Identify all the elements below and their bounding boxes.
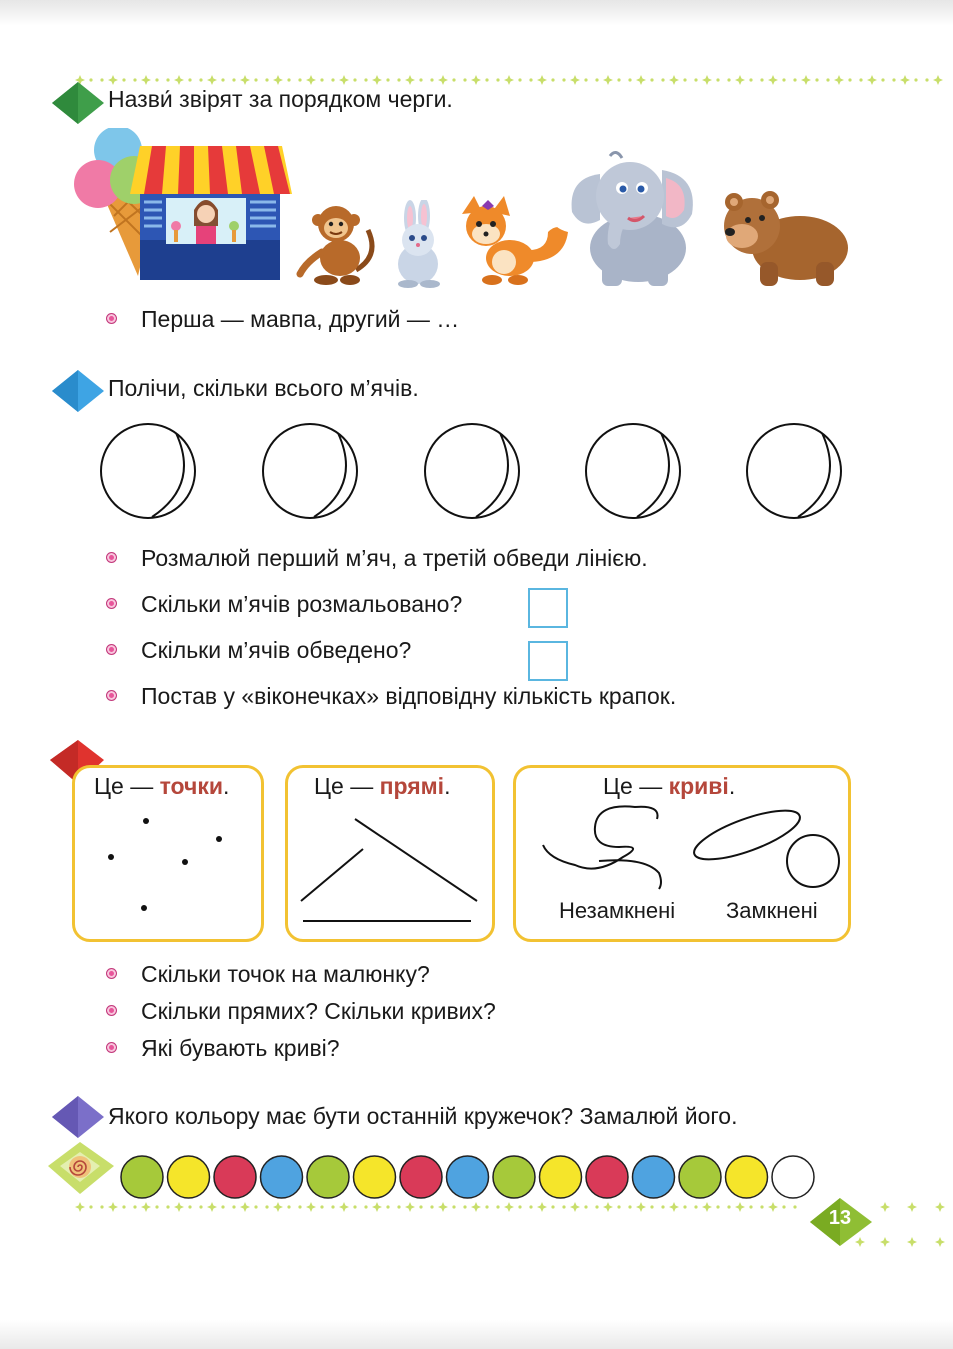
elephant-illustration <box>566 148 702 288</box>
ice-cream-kiosk-illustration <box>70 128 295 280</box>
bullet-icon <box>106 313 117 324</box>
frame-title-accent: точки <box>159 773 224 799</box>
sequence-circle-6 <box>354 1156 396 1198</box>
sequence-circle-8 <box>447 1156 489 1198</box>
ball-3[interactable] <box>425 424 519 518</box>
ball-5[interactable] <box>747 424 841 518</box>
green-diamond-marker-icon <box>48 80 106 126</box>
task2-bullet-4-text: Постав у «віконечках» відповідну кількість крапок. <box>141 683 677 709</box>
task2-bullet-4 <box>106 683 676 710</box>
bunny-illustration <box>384 200 454 288</box>
task3-bullet-1 <box>106 961 430 988</box>
frame-title-suffix: . <box>223 773 230 799</box>
point-1 <box>143 818 149 824</box>
balls-row <box>96 420 856 524</box>
sequence-circle-11 <box>586 1156 628 1198</box>
point-5 <box>141 905 147 911</box>
task3-bullet-3-text: Які бувають криві? <box>141 1035 340 1061</box>
bullet-icon <box>106 598 117 609</box>
task2-instruction: Полічи, скільки всього м’ячів. <box>108 375 419 401</box>
frame-title-accent: криві <box>668 773 729 799</box>
points-drawing <box>72 765 262 940</box>
task2-bullet-2 <box>106 591 462 618</box>
page-number: 13 <box>828 1207 852 1229</box>
frame-title-prefix: Це — <box>603 773 669 799</box>
task1-bullet <box>106 306 459 333</box>
color-sequence-circles <box>116 1152 820 1202</box>
frame-title-prefix: Це — <box>94 773 160 799</box>
task2-bullet-1-text: Розмалюй перший м’яч, а третій обведи лінією. <box>141 545 648 571</box>
task3-bullet-1-text: Скільки точок на малюнку? <box>141 961 430 987</box>
task3-bullet-3 <box>106 1035 340 1062</box>
task1-instruction: Назви́ звірят за порядком черги. <box>108 86 453 112</box>
sequence-circle-4 <box>261 1156 303 1198</box>
task2-bullet-2-text: Скільки м’ячів розмальовано? <box>141 591 463 617</box>
bullet-icon <box>106 1005 117 1016</box>
sequence-circle-7 <box>400 1156 442 1198</box>
answer-box-outlined-count[interactable] <box>528 641 568 681</box>
lines-drawing <box>285 765 493 940</box>
monkey-illustration <box>296 200 382 288</box>
bullet-icon <box>106 552 117 563</box>
point-2 <box>216 836 222 842</box>
bullet-icon <box>106 690 117 701</box>
straight-line-1 <box>355 819 477 901</box>
straight-line-2 <box>301 849 363 901</box>
task2-bullet-3 <box>106 637 411 664</box>
open-curve-1 <box>543 806 658 868</box>
frame-title-suffix: . <box>444 773 451 799</box>
sequence-circle-10 <box>540 1156 582 1198</box>
sequence-circle-5 <box>307 1156 349 1198</box>
point-4 <box>182 859 188 865</box>
fox-illustration <box>452 192 574 288</box>
bullet-icon <box>106 968 117 979</box>
task3-bullet-2-text: Скільки прямих? Скільки кривих? <box>141 998 496 1024</box>
spiral-diamond-icon <box>44 1140 118 1196</box>
sequence-circle-3 <box>214 1156 256 1198</box>
task1-bullet-text: Перша — мавпа, другий — … <box>141 306 460 332</box>
sequence-circle-9 <box>493 1156 535 1198</box>
blue-diamond-marker-icon <box>48 368 106 414</box>
task2-bullet-3-text: Скільки м’ячів обведено? <box>141 637 412 663</box>
task3-bullet-2 <box>106 998 496 1025</box>
bullet-icon <box>106 1042 117 1053</box>
sequence-circle-1 <box>121 1156 163 1198</box>
frame-title-accent: прямі <box>379 773 445 799</box>
ball-1[interactable] <box>101 424 195 518</box>
caption-closed-curves: Замкнені <box>726 898 818 923</box>
sequence-circle-14 <box>726 1156 768 1198</box>
sequence-circle-2 <box>168 1156 210 1198</box>
purple-diamond-marker-icon <box>48 1094 106 1140</box>
answer-box-colored-count[interactable] <box>528 588 568 628</box>
bullet-icon <box>106 644 117 655</box>
sequence-circle-15[interactable] <box>772 1156 814 1198</box>
ball-4[interactable] <box>586 424 680 518</box>
closed-curve-circle <box>787 835 839 887</box>
sequence-circle-13 <box>679 1156 721 1198</box>
ball-2[interactable] <box>263 424 357 518</box>
bear-illustration <box>716 186 852 288</box>
caption-open-curves: Незамкнені <box>559 898 676 923</box>
frame-title-suffix: . <box>728 773 736 799</box>
frame-title-prefix: Це — <box>314 773 380 799</box>
task2-bullet-1 <box>106 545 648 572</box>
point-3 <box>108 854 114 860</box>
sequence-circle-12 <box>633 1156 675 1198</box>
task4-instruction: Якого кольору має бути останній кружечок? Замалюй його. <box>108 1103 738 1129</box>
